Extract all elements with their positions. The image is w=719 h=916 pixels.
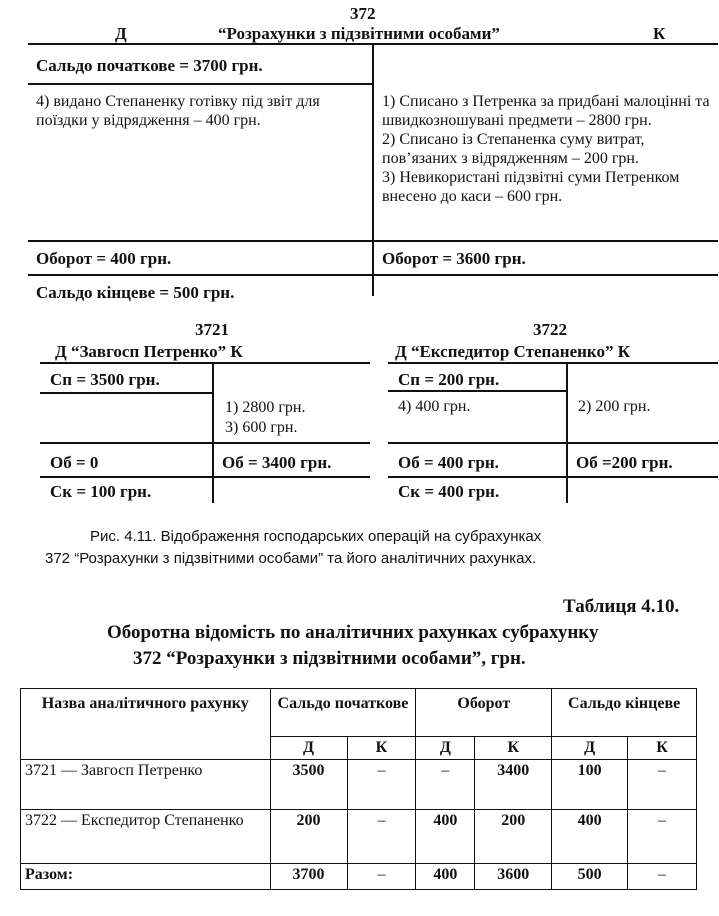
total-opening-debit: 3700 [270, 864, 347, 890]
account-3721-number: 3721 [195, 320, 229, 339]
row-closing-credit: – [628, 760, 697, 810]
row-turnover-debit: 400 [416, 810, 475, 864]
account-372-opening-balance: Сальдо початкове = 3700 грн. [36, 56, 263, 75]
account-3721-top-line [40, 362, 370, 364]
account-3721-opening: Сп = 3500 грн. [50, 370, 160, 389]
account-3721-credit-turnover: Об = 3400 грн. [222, 453, 332, 472]
account-3721-title: Д “Завгосп Петренко” К [55, 342, 243, 361]
account-3722-number: 3722 [533, 320, 567, 339]
row-opening-debit: 3500 [270, 760, 347, 810]
account-3722-closing: Ск = 400 грн. [398, 482, 500, 501]
account-3721-closing-line [40, 476, 370, 478]
account-3722-title: Д “Експедитор Степаненко” К [395, 342, 631, 361]
figure-caption-line-1: Рис. 4.11. Відображення господарських операцій на субрахунках [90, 528, 542, 545]
total-turnover-credit: 3600 [475, 864, 552, 890]
row-account-name: 3722 — Експедитор Степаненко [21, 810, 271, 864]
account-372-debit-entries: 4) видано Степаненку готівку під звіт для поїздки у відрядження – 400 грн. [36, 93, 320, 129]
total-closing-credit: – [628, 864, 697, 890]
account-3721-turnover-line [40, 442, 370, 444]
credit-entry: 1) 2800 грн. [225, 399, 306, 416]
account-3722-closing-line [388, 476, 718, 478]
row-opening-debit: 200 [270, 810, 347, 864]
table-total-row [21, 864, 697, 890]
header-turnover-debit: Д [416, 737, 475, 760]
total-closing-debit: 500 [552, 864, 628, 890]
account-3722-credit-entry: 2) 200 грн. [578, 398, 651, 415]
header-opening-debit: Д [270, 737, 347, 760]
account-372-credit-mark: К [653, 24, 666, 43]
account-3722-debit-entry: 4) 400 грн. [398, 398, 471, 415]
account-372-debit-turnover: Оборот = 400 грн. [36, 249, 172, 268]
credit-entry: 2) Списано із Степаненка суму витрат, пов’язаних з відрядженням – 200 грн. [382, 131, 645, 167]
row-turnover-credit: 200 [475, 810, 552, 864]
account-3721-debit-turnover: Об = 0 [50, 453, 99, 472]
account-3722-debit-turnover: Об = 400 грн. [398, 453, 499, 472]
turnover-sheet-table [20, 688, 697, 890]
closing-line [28, 274, 718, 276]
account-3722-opening: Сп = 200 грн. [398, 370, 500, 389]
header-closing-debit: Д [552, 737, 628, 760]
total-turnover-debit: 400 [416, 864, 475, 890]
row-opening-credit: – [347, 810, 416, 864]
table-row [21, 810, 697, 864]
row-turnover-debit: – [416, 760, 475, 810]
row-closing-debit: 400 [552, 810, 628, 864]
account-372-credit-turnover: Оборот = 3600 грн. [382, 249, 526, 268]
account-372-number: 372 [350, 4, 376, 23]
header-closing-credit: К [628, 737, 697, 760]
header-opening-balance: Сальдо початкове [270, 689, 416, 737]
account-3721-closing: Ск = 100 грн. [50, 482, 152, 501]
header-closing-balance: Сальдо кінцеве [552, 689, 697, 737]
row-closing-credit: – [628, 810, 697, 864]
total-label: Разом: [21, 864, 271, 890]
credit-entry: 3) Невикористані підзвітні суми Петренком внесено до каси – 600 грн. [382, 169, 680, 205]
credit-entry: 1) Списано з Петренка за придбані малоцінні та швидкозношувані предмети – 2800 грн. [382, 93, 710, 129]
row-account-name: 3721 — Завгосп Петренко [21, 760, 271, 810]
total-opening-credit: – [347, 864, 416, 890]
table-label: Таблиця 4.10. [563, 596, 680, 617]
account-372-title: “Розрахунки з підзвітними особами” [218, 24, 500, 43]
header-turnover-credit: К [475, 737, 552, 760]
table-title-line-2: 372 “Розрахунки з підзвітними особами”, грн. [133, 648, 526, 669]
account-3721-opening-line [40, 392, 213, 394]
account-3722-top-line [388, 362, 718, 364]
account-3722-credit-turnover: Об =200 грн. [576, 453, 673, 472]
row-opening-credit: – [347, 760, 416, 810]
header-turnover: Оборот [416, 689, 552, 737]
account-372-credit-entries [382, 92, 712, 206]
table-row [21, 760, 697, 810]
credit-entry: 3) 600 грн. [225, 419, 298, 436]
row-turnover-credit: 3400 [475, 760, 552, 810]
row-closing-debit: 100 [552, 760, 628, 810]
account-3722-turnover-line [388, 442, 718, 444]
header-opening-credit: К [347, 737, 416, 760]
table-title-line-1: Оборотна відомість по аналітичних рахунках субрахунку [107, 622, 599, 643]
t-account-center-line [372, 44, 374, 296]
account-3721-center-line [212, 363, 214, 503]
account-372-debit-mark: Д [115, 24, 127, 43]
account-3722-center-line [566, 363, 568, 503]
account-3721-credit-entries [225, 398, 305, 438]
turnover-line [28, 240, 718, 242]
account-3722-opening-line [388, 390, 567, 392]
opening-underline [28, 83, 373, 85]
account-372-closing-balance: Сальдо кінцеве = 500 грн. [36, 283, 235, 302]
figure-caption-line-2: 372 “Розрахунки з підзвітними особами” та його аналітичних рахунках. [45, 550, 537, 567]
header-account-name: Назва аналітичного рахунку [21, 689, 271, 760]
